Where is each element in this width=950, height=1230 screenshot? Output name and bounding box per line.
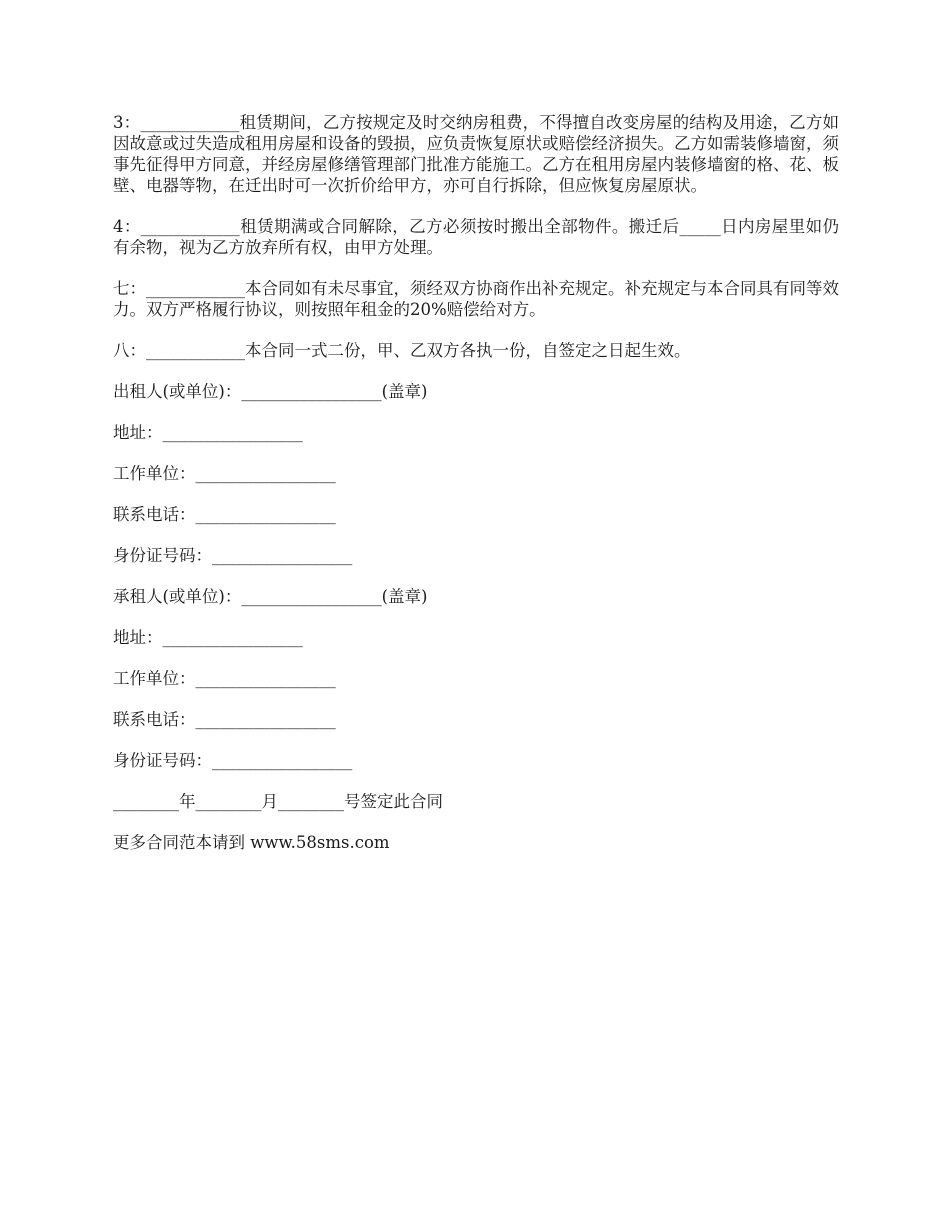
document-page [113,112,839,873]
footer-link-text: 更多合同范本请到 www.58sms.com [113,833,390,852]
signing-date-line: ________年________月________号签定此合同 [113,792,443,811]
clause-3: 3：____________租赁期间，乙方按规定及时交纳房租费，不得擅自改变房屋的结构及用途，乙方如因故意或过失造成租用房屋和设备的毁损，应负责恢复原状或赔偿经济损失。乙方如需装修墙窗，须事先征得甲方同意，并经房屋修缮管理部门批准方能施工。乙方在租用房屋内装修墙窗的格、花、板壁、电器等物，在迁出时可一次折价给甲方，亦可自行拆除，但应恢复房屋原状。 [113,113,839,195]
lessor-address-line: 地址：_________________ [113,423,303,442]
clause-4: 4：____________租赁期满或合同解除，乙方必须按时搬出全部物件。搬迁后_____日内房屋里如仍有余物，视为乙方放弃所有权，由甲方处理。 [113,217,839,257]
lessee-phone-line: 联系电话：_________________ [113,710,336,729]
lessor-workplace-line: 工作单位：_________________ [113,464,336,483]
clause-7: 七：____________本合同如有未尽事宜，须经双方协商作出补充规定。补充规定与本合同具有同等效力。双方严格履行协议，则按照年租金的20%赔偿给对方。 [113,279,839,319]
lessee-id-line: 身份证号码：_________________ [113,751,353,770]
lessor-phone-line: 联系电话：_________________ [113,505,336,524]
lessor-name-line: 出租人(或单位)：_________________(盖章) [113,382,428,401]
lessor-id-line: 身份证号码：_________________ [113,546,353,565]
lessee-name-line: 承租人(或单位)：_________________(盖章) [113,587,428,606]
lessee-address-line: 地址：_________________ [113,628,303,647]
lessee-workplace-line: 工作单位：_________________ [113,669,336,688]
clause-8: 八：____________本合同一式二份，甲、乙双方各执一份，自签定之日起生效。 [113,341,691,360]
